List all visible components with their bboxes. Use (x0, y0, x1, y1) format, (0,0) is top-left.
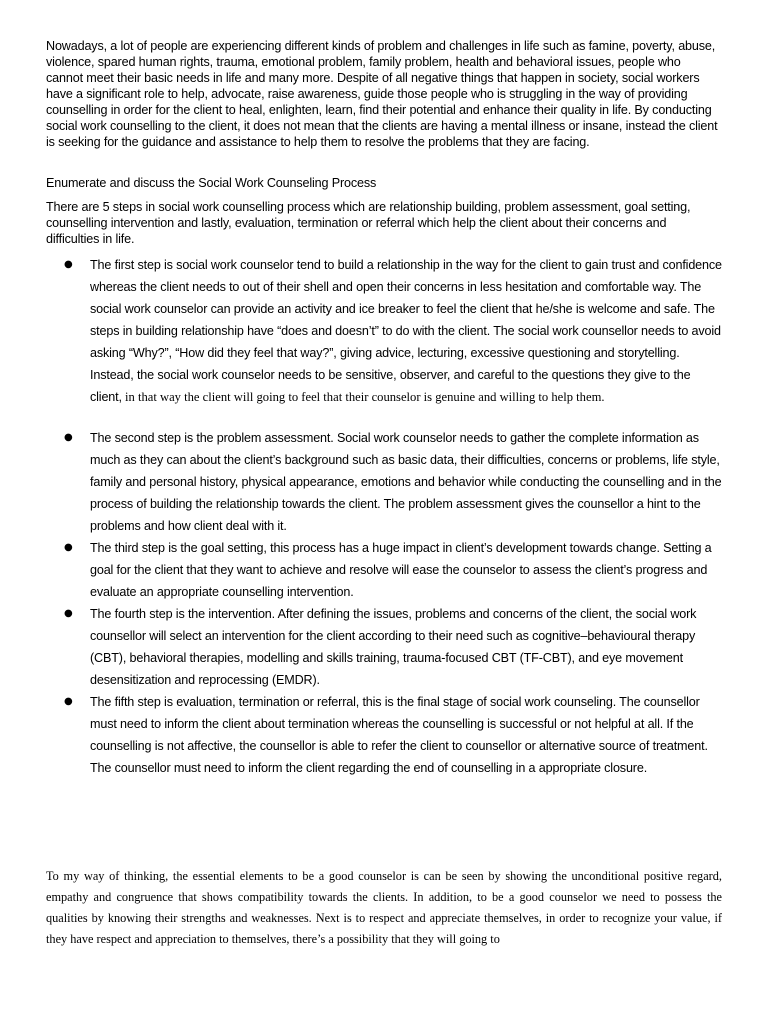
step-4-text: The fourth step is the intervention. After defining the issues, problems and concerns of the client, the social work counsellor will select an intervention for the client according to their need such as cognitive–behavioural therapy (CBT), behavioral therapies, modelling and skills training, trauma-focused CBT (TF-CBT), and eye movement desensitization and reprocessing (EMDR). (90, 607, 697, 687)
list-item-step-2 (0, 427, 725, 537)
bullet-icon: ● (64, 259, 73, 270)
step-2-text: The second step is the problem assessment. Social work counselor needs to gather the complete information as much as they can about the client’s background such as basic data, their difficulties, concerns or problems, life style, family and personal history, physical appearance, emotions and behavior while conducting the counselling and in the process of building the relationship towards the client. The problem assessment gives the counsellor a hint to the problems and how client deal with it. (90, 431, 722, 533)
step-5-text: The fifth step is evaluation, termination or referral, this is the final stage of social work counseling. The counsellor must need to inform the client about termination whereas the counselling is successful or not helpful at all. If the counselling is not affective, the counsellor is able to refer the client to counsellor or alternative source of treatment. The counsellor must need to inform the client regarding the end of counselling in a appropriate closure. (90, 695, 708, 775)
list-item-step-1 (0, 254, 725, 427)
bullet-icon: ● (64, 696, 73, 707)
section-heading: Enumerate and discuss the Social Work Counseling Process (46, 176, 377, 190)
bullet-icon: ● (64, 542, 73, 553)
bullet-icon: ● (64, 608, 73, 619)
step-1-text: The first step is social work counselor tend to build a relationship in the way for the client to gain trust and confidence whereas the client needs to out of their shell and open their concerns in less hesitation and comfortable way. The social work counselor can provide an activity and ice breaker to feel the client that he/she is welcome and safe. The steps in building relationship have “does and doesn’t” to do with the client. The social work counsellor needs to avoid asking “Why?”, “How did they feel that way?”, giving advice, lecturing, excessive questioning and storytelling. Instead, the social work counselor needs to be sensitive, observer, and careful to the questions they give to the client, (90, 258, 722, 404)
steps-intro-paragraph: There are 5 steps in social work counselling process which are relationship building, problem assessment, goal setting, counselling intervention and lastly, evaluation, termination or referral which help the client about their concerns and difficulties in life. (46, 200, 691, 246)
step-1-text-continued: in that way the client will going to feel that their counselor is genuine and willing to help them. (121, 390, 605, 404)
list-item-step-5 (0, 691, 725, 801)
intro-paragraph: Nowadays, a lot of people are experiencing different kinds of problem and challenges in life such as famine, poverty, abuse, violence, spared human rights, trauma, emotional problem, family problem, health and behavioral issues, people who cannot meet their basic needs in life and many more. Despite of all negative things that happen in society, social workers have a significant role to help, advocate, raise awareness, guide those people who is struggling in the way of providing counselling in order for the client to heal, enlighten, learn, find their potential and enhance their quality in life. By conducting social work counselling to the client, it does not mean that the clients are having a mental illness or insane, instead the client is seeking for the guidance and assistance to help them to resolve the problems that they are facing. (46, 39, 718, 149)
bullet-icon: ● (64, 432, 73, 443)
list-item-step-3 (0, 537, 725, 603)
step-3-text: The third step is the goal setting, this process has a huge impact in client’s development towards change. Setting a goal for the client that they want to achieve and resolve will ease the counselor to assess the client’s progress and evaluate an appropriate counselling intervention. (90, 541, 712, 599)
closing-paragraph: To my way of thinking, the essential elements to be a good counselor is can be seen by showing the unconditional positive regard, empathy and congruence that shows compatibility towards the clients. In addition, to be a good counselor we need to possess the qualities by knowing their strengths and weaknesses. Next is to respect and appreciate themselves, in order to recognize your value, if they have respect and appreciation to themselves, there’s a possibility that they will going to (46, 869, 722, 946)
list-item-step-4 (0, 603, 725, 691)
steps-list (0, 254, 768, 801)
